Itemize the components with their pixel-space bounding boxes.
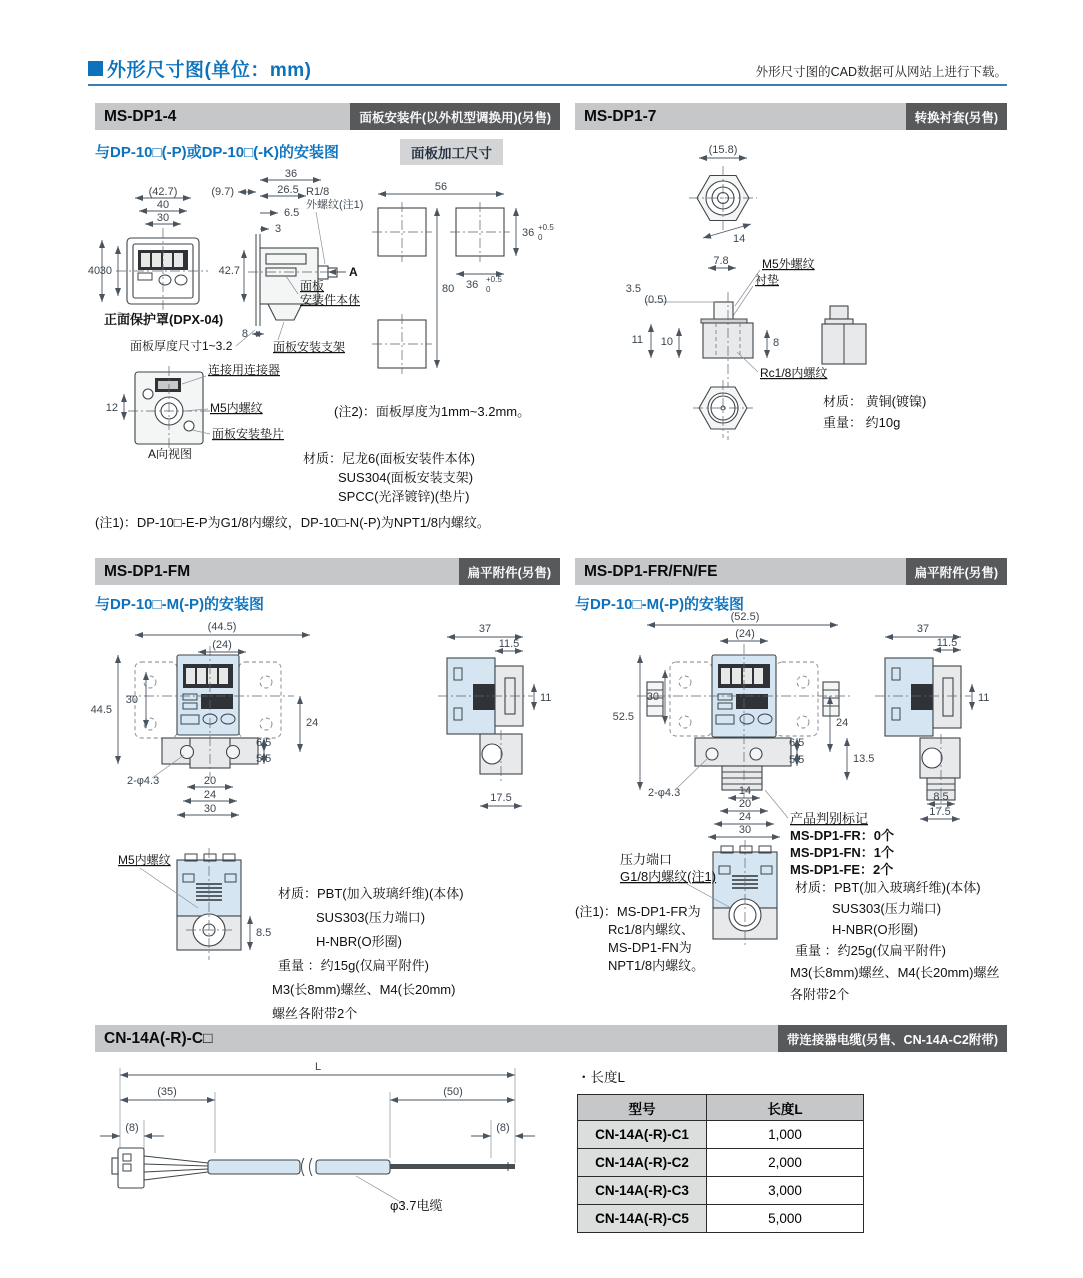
material-value-0: 尼龙6(面板安装件本体) [342,451,475,466]
label-holes: 2-φ4.3 [127,775,160,787]
table-row [578,1149,864,1177]
dim-6-5-side: 6.5 [284,207,300,219]
label-m5-male: M5外螺纹 [762,257,815,271]
header-rule [88,84,1007,86]
side-view [438,658,533,782]
dim-5-5: 5.5 [789,754,805,766]
dim-24v: 24 [306,717,319,729]
dim-24v: 24 [836,717,849,729]
dim-36a-cutout: 36 [522,227,535,239]
ms-dp1-4-drawing [88,168,560,516]
model-cell: CN-14A(-R)-C5 [578,1205,707,1233]
dim-15-8: (15.8) [708,144,738,156]
dim-10: 10 [660,336,673,348]
dim-8: 8 [773,337,780,349]
label-panel-bracket: 面板安装支架 [273,340,346,354]
dim-80-cutout: 80 [442,283,455,295]
dim-30: 30 [203,803,217,815]
dim-11v: 11 [978,692,990,704]
dim-36a-tol-plus: +0.5 [538,223,554,232]
fm-screws-1: M3(长8mm)螺丝、M4(长20mm) [272,982,456,997]
dim-0-5: (0.5) [644,294,667,306]
dim-30v: 30 [125,694,138,706]
section-badge: 带连接器电缆(另售、CN-14A-C2附带) [778,1025,1007,1052]
dim-14: 14 [738,785,752,797]
dim-37: 37 [478,623,492,635]
dim-8-5: 8.5 [933,791,949,803]
label-holes: 2-φ4.3 [648,787,681,799]
dim-24: 24 [203,789,217,801]
section-title: MS-DP1-7 [584,107,657,125]
dim-13-5: 13.5 [853,753,875,765]
ms-dp1-fm-drawing [88,612,560,1024]
table-row [578,1205,864,1233]
length-table-caption: ・长度L [577,1070,626,1085]
label-port-1: 压力端口 [620,852,673,867]
ms-dp1-7-weight: 重量： 约10g [823,415,901,430]
length-cell: 3,000 [707,1177,864,1205]
cad-download-note: 外形尺寸图的CAD数据可从网站上进行下载。 [755,65,1007,79]
dim-30: 30 [738,824,752,836]
fr-material-2: H-NBR(O形圈) [832,922,918,937]
dim-42-7-side: 42.7 [218,265,240,277]
fr-note1-2: MS-DP1-FN为 [608,940,692,955]
mark-2: MS-DP1-FE：2个 [790,862,894,877]
dim-11v: 11 [540,692,552,704]
dim-35: (35) [157,1086,177,1098]
front-view [116,228,208,314]
dim-40-front: 40 [156,199,170,211]
cable-diameter-label: φ3.7电缆 [390,1198,443,1213]
dim-37: 37 [916,623,930,635]
label-mount-body-1: 面板 [300,279,325,293]
length-table [577,1094,864,1233]
dim-11-5: 11.5 [936,637,958,649]
section-bar-ms-dp1-4 [95,103,560,130]
fr-material-0: 材质：PBT(加入玻璃纤维)(本体) [795,880,981,895]
page-title: 外形尺寸图(单位：mm) [107,60,312,81]
section-badge: 转换衬套(另售) [906,103,1007,130]
dim-52-5v: 52.5 [612,711,634,723]
label-gasket: 衬垫 [755,273,780,287]
fr-note1-0: (注1)：MS-DP1-FR为 [575,904,701,919]
section-badge: 扁平附件(另售) [906,558,1007,585]
dim-44-5v: 44.5 [90,704,112,716]
dim-30v-front: 30 [99,265,112,277]
dim-11-5: 11.5 [498,638,520,650]
hex-top-view [689,166,757,232]
fm-material-1: SUS303(压力端口) [316,910,426,925]
dim-12-aview: 12 [105,402,118,414]
dim-44-5p: (44.5) [207,621,237,633]
ms-dp1-7-material: 材质： 黄铜(镀镍) [823,394,927,409]
dim-6-5: 6.5 [256,737,272,749]
section-bar-ms-dp1-fm [95,558,560,585]
material-line-0 [303,451,475,466]
fr-screws-2: 各附带2个 [790,987,850,1002]
page-header [88,55,311,82]
hex-bottom-view [693,380,753,438]
label-r18-thread-1: R1/8 [306,186,330,198]
section-bar-ms-dp1-7 [575,103,1007,130]
label-port-2: G1/8内螺纹(注1) [620,869,717,884]
fm-material-0: 材质：PBT(加入玻璃纤维)(本体) [278,886,464,901]
dim-24p: (24) [735,628,755,640]
label-r18-thread-2: 外螺纹(注1) [306,199,364,211]
dim-24p: (24) [212,639,232,651]
subtitle-ms-dp1-4: 与DP-10□(-P)或DP-10□(-K)的安装图 [95,144,339,161]
label-mount-body-2: 安装件本体 [300,293,361,307]
dim-20: 20 [203,775,217,787]
dim-7-8: 7.8 [713,255,729,267]
ms-dp1-7-drawing [575,140,1007,450]
dim-30v: 30 [646,691,659,703]
cable-body [208,1158,515,1176]
label-rc18: Rc1/8内螺纹 [760,366,828,380]
fm-screws-2: 螺丝各附带2个 [272,1006,358,1021]
iso-view [822,306,866,364]
label-panel-washer: 面板安装垫片 [212,427,285,441]
section-title: CN-14A(-R)-C□ [104,1029,213,1047]
fr-note1-1: Rc1/8内螺纹、 [608,922,694,937]
dim-3-side: 3 [275,223,282,235]
model-cell: CN-14A(-R)-C2 [578,1149,707,1177]
dim-14-hex: 14 [733,233,746,245]
length-cell: 5,000 [707,1205,864,1233]
panel-cutout-badge: 面板加工尺寸 [400,139,503,165]
model-cell: CN-14A(-R)-C1 [578,1121,707,1149]
subtitle-ms-dp1-fr: 与DP-10□-M(-P)的安装图 [575,596,745,613]
section-bar-ms-dp1-fr [575,558,1007,585]
mark-0: MS-DP1-FR：0个 [790,828,895,843]
dim-36b-cutout: 36 [466,279,479,291]
section-bar-cn-14a [95,1025,1007,1052]
material-line-1: SUS304(面板安装支架) [338,470,474,485]
dim-8-side: 8 [241,328,248,340]
dim-52-5p: (52.5) [730,611,760,623]
subtitle-ms-dp1-fm: 与DP-10□-M(-P)的安装图 [95,596,265,613]
table-row [578,1121,864,1149]
dim-24: 24 [738,811,752,823]
fm-weight: 重量 ：约15g(仅扁平附件) [278,958,429,973]
col-header-length: 长度L [707,1095,864,1121]
dim-40v-front: 40 [87,265,101,277]
side-view [875,658,971,808]
label-mark-title: 产品判别标记 [790,811,869,826]
label-front-protector: 正面保护罩(DPX-04) [104,312,224,327]
fr-material-1: SUS303(压力端口) [832,901,942,916]
front-view [637,644,851,804]
label-panel-thickness: 面板厚度尺寸1~3.2 [130,339,233,353]
section-title: MS-DP1-FR/FN/FE [584,562,718,580]
section-title: MS-DP1-4 [104,107,177,125]
label-a-view-caption: A向视图 [148,447,193,461]
label-arrow-a: A [349,265,358,279]
connector-plug [112,1148,208,1188]
dim-8-left: (8) [125,1122,139,1134]
fr-weight: 重量 ：约25g(仅扁平附件) [795,943,946,958]
dim-3-5: 3.5 [625,283,641,295]
material-label: 材质： [303,451,343,466]
section-badge: 扁平附件(另售) [459,558,560,585]
col-header-model: 型号 [578,1095,707,1121]
model-cell: CN-14A(-R)-C3 [578,1177,707,1205]
label-m5-female: M5内螺纹 [210,401,263,415]
dim-8-5-fm: 8.5 [256,927,272,939]
ms-dp1-fr-drawing [575,608,1007,1028]
dim-36-side: 36 [284,168,298,180]
section-title: MS-DP1-FM [104,562,191,580]
dim-36a-tol-zero: 0 [538,233,543,242]
fr-screws-1: M3(长8mm)螺丝、M4(长20mm)螺丝 [790,965,1000,980]
mark-1: MS-DP1-FN：1个 [790,845,895,860]
fr-note1-3: NPT1/8内螺纹。 [608,958,705,973]
dim-8-right: (8) [496,1122,510,1134]
note1-ms-dp1-4: (注1)：DP-10□-E-P为G1/8内螺纹，DP-10□-N(-P)为NPT1/8内螺纹。 [95,515,490,530]
dim-26-5-side: 26.5 [277,184,299,196]
dim-5-5: 5.5 [256,753,272,765]
bottom-view [713,840,777,948]
dim-56-cutout: 56 [434,181,448,193]
heading-square-icon [88,61,103,76]
dim-9-7-side: (9.7) [211,186,234,198]
length-cell: 2,000 [707,1149,864,1177]
dim-6-5: 6.5 [789,737,805,749]
dim-36b-tol-plus: +0.5 [486,275,502,284]
length-cell: 1,000 [707,1121,864,1149]
dim-36b-tol-zero: 0 [486,285,491,294]
dim-17-5: 17.5 [929,806,951,818]
dim-50: (50) [443,1086,463,1098]
material-line-2: SPCC(光泽镀锌)(垫片) [338,489,470,504]
dim-30-front: 30 [156,212,170,224]
label-m5-female-fm: M5内螺纹 [118,853,171,867]
side-view [248,234,346,326]
fm-material-2: H-NBR(O形圈) [316,934,402,949]
dim-L: L [314,1061,322,1073]
bottom-view [177,848,241,960]
note2-text: (注2)：面板厚度为1mm~3.2mm。 [334,404,531,419]
table-row [578,1177,864,1205]
label-connector: 连接用连接器 [208,363,281,377]
cn-14a-cable-drawing [88,1058,568,1233]
section-badge: 面板安装件(以外机型调换用)(另售) [350,103,560,130]
dim-20: 20 [738,798,752,810]
dim-42-7-front: (42.7) [148,186,178,198]
dim-17-5: 17.5 [490,792,512,804]
length-table-block [577,1066,864,1233]
dim-11: 11 [631,334,643,346]
